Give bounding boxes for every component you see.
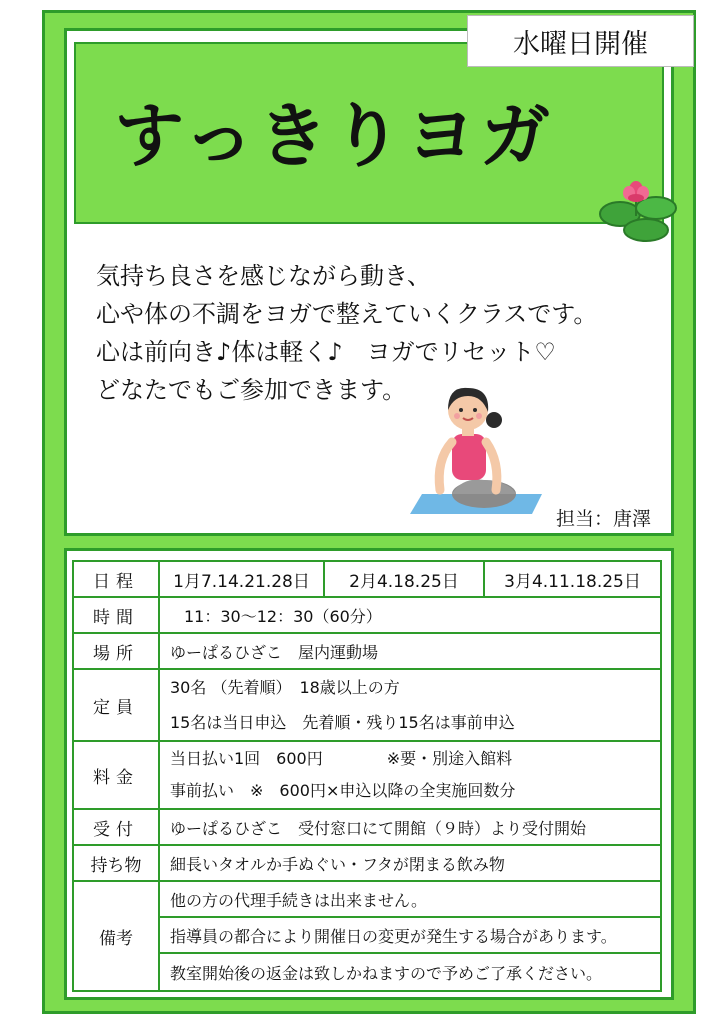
lotus-icon	[598, 176, 678, 242]
row-label: 持ち物	[73, 845, 159, 881]
capacity-line: 30名 （先着順） 18歳以上の方	[170, 678, 400, 697]
capacity-value	[159, 669, 661, 741]
description-line: どなたでもご参加できます。	[96, 376, 407, 404]
remark-line: 教室開始後の返金は致しかねますので予めご了承ください。	[170, 963, 603, 983]
belongings-value: 細長いタオルか手ぬぐい・フタが閉まる飲み物	[159, 845, 661, 881]
row-label: 受付	[73, 809, 159, 845]
page-title: すっきりヨガ	[114, 95, 554, 177]
table-row	[73, 633, 661, 669]
details-table	[72, 560, 662, 992]
remarks-value	[159, 881, 661, 991]
schedule-cell	[159, 561, 661, 597]
row-label: 日程	[73, 561, 159, 597]
fee-line: 事前払い ※ 600円×申込以降の全実施回数分	[170, 781, 516, 800]
place-value: ゆーぱるひざこ 屋内運動場	[159, 633, 661, 669]
table-row	[73, 561, 661, 597]
row-label: 料金	[73, 741, 159, 809]
description-line: 心や体の不調をヨガで整えていくクラスです。	[96, 300, 598, 328]
table-row	[73, 741, 661, 809]
remark-line: 他の方の代理手続きは出来ません。	[160, 882, 660, 918]
row-label: 定員	[73, 669, 159, 741]
capacity-line: 15名は当日申込 先着順・残り15名は事前申込	[170, 713, 515, 732]
row-label: 備考	[73, 881, 159, 991]
time-value: 11：30～12：30（60分）	[159, 597, 661, 633]
description-line: 気持ち良さを感じながら動き、	[96, 262, 432, 290]
schedule-date: 3月4.11.18.25日	[504, 571, 641, 592]
description-line: 心は前向き♪体は軽く♪ ヨガでリセット♡	[96, 338, 556, 366]
table-row	[73, 597, 661, 633]
table-row	[73, 845, 661, 881]
instructor-label: 担当：唐澤	[556, 508, 652, 530]
schedule-date: 1月7.14.21.28日	[160, 562, 325, 596]
row-label: 場所	[73, 633, 159, 669]
reception-value: ゆーぱるひざこ 受付窓口にて開館（９時）より受付開始	[159, 809, 661, 845]
table-row	[73, 669, 661, 741]
fee-line: 当日払い1回 600円 ※要・別途入館料	[170, 749, 513, 768]
fee-value	[159, 741, 661, 809]
yoga-woman-illustration	[392, 382, 550, 517]
row-label: 時間	[73, 597, 159, 633]
day-badge: 水曜日開催	[467, 15, 694, 67]
remark-line: 指導員の都合により開催日の変更が発生する場合があります。	[160, 918, 660, 954]
table-row	[73, 881, 661, 991]
schedule-date: 2月4.18.25日	[325, 562, 485, 596]
table-row	[73, 809, 661, 845]
